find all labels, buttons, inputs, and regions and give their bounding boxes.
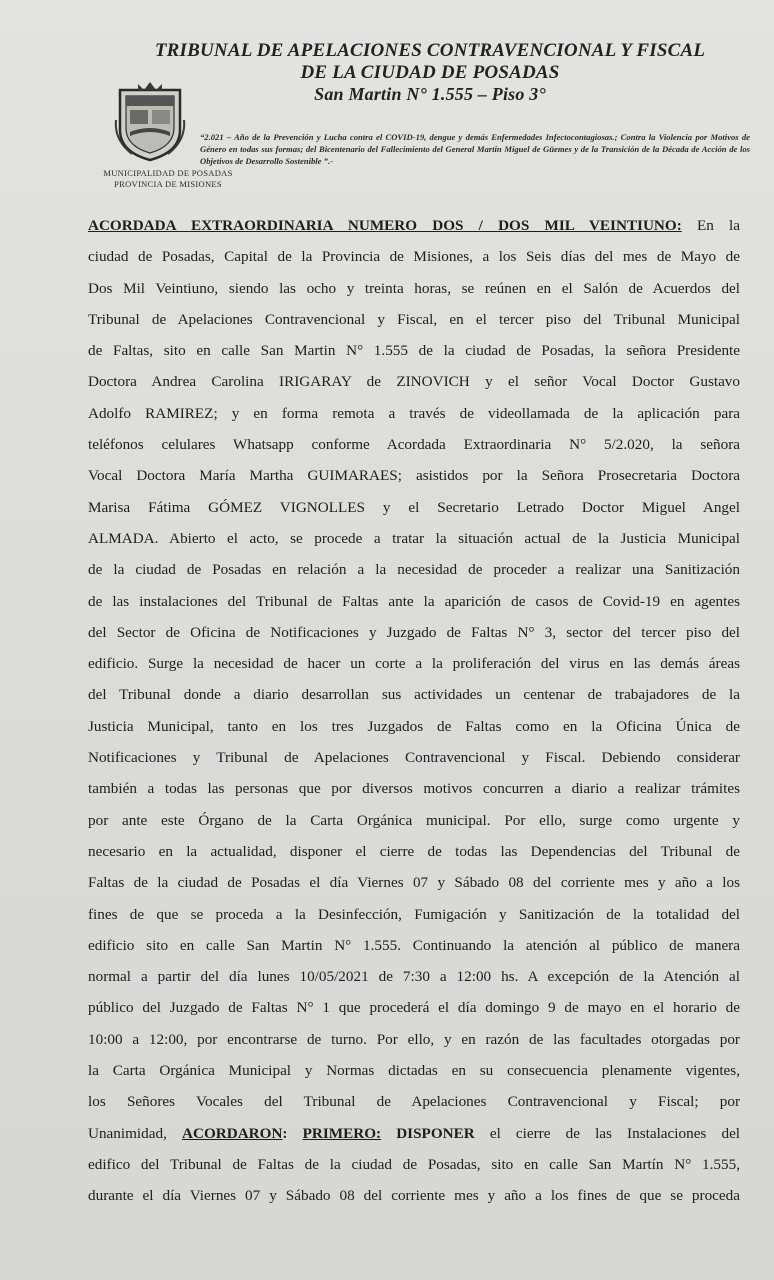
- primero-space: [381, 1125, 396, 1142]
- body-line: los Señores Vocales del Tribunal de Apelaciones Contravencional y Fiscal; por: [88, 1093, 740, 1111]
- body-line-first-rest: En la: [681, 217, 740, 234]
- body-line: del Sector de Oficina de Notificaciones y Juzgado de Faltas N° 3, sector del tercer piso del: [88, 623, 740, 641]
- disponer-label: DISPONER: [396, 1124, 475, 1142]
- body-line: ALMADA. Abierto el acto, se procede a tratar la situación actual de la Justicia Municipal: [88, 529, 740, 547]
- body-line: Justicia Municipal, tanto en los tres Juzgados de Faltas como en la Oficina Única de: [88, 717, 740, 735]
- acordada-heading: ACORDADA EXTRAORDINARIA NUMERO DOS / DOS MIL VEINTIUNO:: [88, 217, 682, 234]
- body-line: Doctora Andrea Carolina IRIGARAY de ZINOVICH y el señor Vocal Doctor Gustavo: [88, 373, 740, 391]
- province-name: PROVINCIA DE MISIONES: [114, 179, 222, 189]
- body-line: fines de que se proceda a la Desinfección, Fumigación y Sanitización de la totalidad del: [88, 905, 740, 923]
- municipality-name: MUNICIPALIDAD DE POSADAS: [103, 168, 233, 178]
- resolution-line: [88, 1118, 740, 1149]
- acordaron-colon: :: [282, 1124, 303, 1142]
- body-line: la Carta Orgánica Municipal y Normas dictadas en su consecuencia plenamente vigentes,: [88, 1062, 740, 1080]
- year-motto: “2.021 – Año de la Prevención y Lucha contra el COVID-19, dengue y demás Enfermedades Infectocontagiosas.; Contra la Violencia por Motivos de Género en todas sus formas; del Bicentenario del Fallecimiento del General Martin Miguel de Güemes y de la Transición de la Década de Acción de los Objetivos de Desarrollo Sostenible ”.-: [200, 132, 750, 166]
- body-line: de las instalaciones del Tribunal de Faltas ante la aparición de casos de Covid-19 en agentes: [88, 592, 740, 610]
- body-line: del Tribunal donde a diario desarrollan sus actividades un centenar de trabajadores de la: [88, 686, 740, 704]
- body-line: 10:00 a 12:00, por encontrarse de turno. Por ello, y en razón de las facultades otorgadas por: [88, 1030, 740, 1048]
- body-line: público del Juzgado de Faltas N° 1 que procederá el día domingo 9 de mayo en el horario de: [88, 999, 740, 1017]
- resolution-rest: el cierre de las Instalaciones del: [474, 1124, 740, 1142]
- body-line: teléfonos celulares Whatsapp conforme Acordada Extraordinaria N° 5/2.020, la señora: [88, 436, 740, 454]
- body-line: Adolfo RAMIREZ; y en forma remota a través de videollamada de la aplicación para: [88, 404, 740, 422]
- body-line: Dos Mil Veintiuno, siendo las ocho y treinta horas, se reúnen en el Salón de Acuerdos del: [88, 279, 740, 297]
- municipal-seal-icon: [112, 80, 188, 162]
- header-title-line1: TRIBUNAL DE APELACIONES CONTRAVENCIONAL Y FISCAL: [154, 40, 706, 61]
- body-line: Marisa Fátima GÓMEZ VIGNOLLES y el Secretario Letrado Doctor Miguel Angel: [88, 498, 740, 516]
- body-line: de Faltas, sito en calle San Martin N° 1.555 de la ciudad de Posadas, la señora Presidente: [88, 342, 740, 360]
- header-address: San Martin N° 1.555 – Piso 3°: [314, 84, 546, 104]
- primero-label: PRIMERO:: [302, 1124, 382, 1142]
- acordaron-label: ACORDARON: [182, 1124, 283, 1142]
- acordada-body: [88, 210, 740, 1212]
- body-line: también a todas las personas que por diversos motivos concurren a diario a realizar trámites: [88, 780, 740, 798]
- body-line: edificio. Surge la necesidad de hacer un corte a la proliferación del virus en las demás áreas: [88, 655, 740, 673]
- body-line: normal a partir del día lunes 10/05/2021 de 7:30 a 12:00 hs. A excepción de la Atención al: [88, 968, 740, 986]
- body-line: de la ciudad de Posadas en relación a la necesidad de proceder a realizar una Sanitización: [88, 561, 740, 579]
- body-line: necesario en la actualidad, disponer el cierre de todas las Dependencias del Tribunal de: [88, 842, 740, 860]
- body-line: ciudad de Posadas, Capital de la Provincia de Misiones, a los Seis días del mes de Mayo de: [88, 248, 740, 266]
- resolution-prefix: Unanimidad,: [88, 1124, 183, 1142]
- body-line-first: [88, 210, 740, 241]
- body-line: Faltas de la ciudad de Posadas el día Viernes 07 y Sábado 08 del corriente mes y año a los: [88, 874, 740, 892]
- body-line: Vocal Doctora María Martha GUIMARAES; asistidos por la Señora Prosecretaria Doctora: [88, 467, 740, 485]
- body-line: por ante este Órgano de la Carta Orgánica municipal. Por ello, surge como urgente y: [88, 811, 740, 829]
- header-title-line2: DE LA CIUDAD DE POSADAS: [300, 62, 560, 83]
- body-line: edifico del Tribunal de Faltas de la ciudad de Posadas, sito en calle San Martín N° 1.555,: [88, 1155, 740, 1173]
- body-line: edificio sito en calle San Martin N° 1.555. Continuando la atención al público de manera: [88, 936, 740, 954]
- body-line: Notificaciones y Tribunal de Apelaciones Contravencional y Fiscal. Debiendo considerar: [88, 749, 740, 767]
- body-line: Tribunal de Apelaciones Contravencional y Fiscal, en el tercer piso del Tribunal Municipal: [88, 310, 740, 328]
- body-line: durante el día Viernes 07 y Sábado 08 del corriente mes y año a los fines de que se proceda: [88, 1187, 740, 1205]
